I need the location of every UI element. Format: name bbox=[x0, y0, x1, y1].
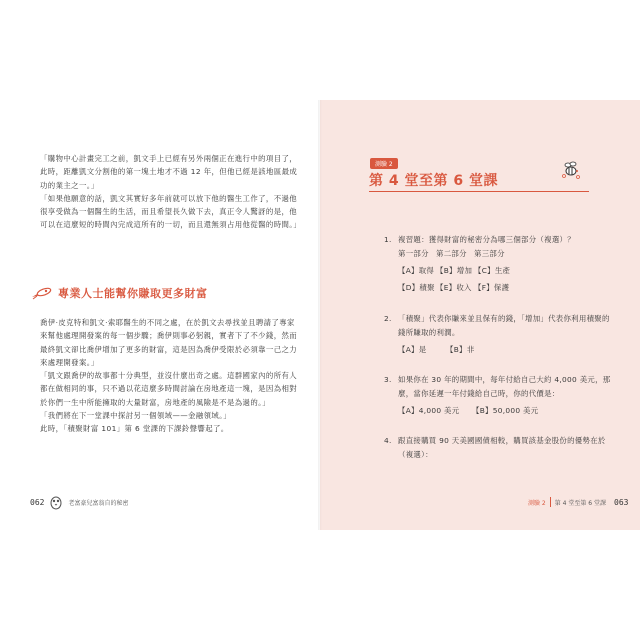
left-footer bbox=[30, 494, 128, 510]
question-text: 如果你在 30 年的期間中，每年付給自己大約 4,000 美元，那麼，當你延遲一年付錢給自己時，你的代價是： bbox=[398, 375, 611, 398]
page-number: 062 bbox=[30, 497, 45, 507]
option: 【E】收入 bbox=[436, 283, 472, 292]
book-gutter bbox=[318, 100, 322, 530]
footer-divider bbox=[550, 497, 551, 507]
title-underline bbox=[369, 191, 589, 192]
left-text-block-1 bbox=[40, 152, 302, 232]
question-1 bbox=[384, 233, 614, 295]
question-4 bbox=[384, 434, 612, 462]
quiz-title: 第 4 堂至第 6 堂課 bbox=[369, 173, 498, 189]
option: 【C】生產 bbox=[474, 266, 511, 275]
footer-chapter: 第 4 堂至第 6 堂課 bbox=[554, 499, 606, 507]
question-text: 複習題：獲得財富的秘密分為哪三個部分（複選）？ bbox=[398, 235, 575, 244]
left-text-block-2 bbox=[40, 316, 298, 436]
option: 【B】50,000 美元 bbox=[472, 406, 539, 415]
option: 【B】非 bbox=[446, 345, 475, 354]
rocket-icon bbox=[30, 286, 52, 300]
paragraph: 「購物中心計畫完工之前，凱文手上已經有另外兩個正在進行中的項目了，此時，距離凱文分割他的第一塊土地才不過 12 年，但他已經是該地區最成功的業主之一。」 bbox=[40, 154, 298, 190]
question-3 bbox=[384, 373, 612, 418]
question-number: 2. bbox=[384, 314, 392, 323]
question-number: 1. bbox=[384, 235, 392, 244]
question-text: 跟直接購買 90 天美國國債相較，購買該基金股份的優勢在於（複選）： bbox=[398, 436, 606, 459]
bee-icon bbox=[560, 160, 582, 180]
option: 第一部分 bbox=[398, 249, 429, 258]
option: 【A】是 bbox=[398, 345, 427, 354]
paragraph: 「如果他願意的話，凱文其實好多年前就可以放下他的醫生工作了，不過他很享受做為一個醫生的生活，而且希望長久做下去，真正令人驚訝的是，他可以在這麼短的時間內完成這所有的一切，而且還無須占用他從醫的時間。」 bbox=[40, 193, 302, 230]
paragraph: 喬伊‧皮克特和凱文‧索耶醫生的不同之處，在於凱文去尋找並且聘請了專家來幫他處理開發案的每一個步驟；喬伊則事必躬親，實者下了不少錢，然而最終凱文卻比喬伊增加了更多的財富，這是因為喬伊受限於必須靠一己之力來處理開發案。」 bbox=[40, 318, 298, 367]
option: 【A】4,000 美元 bbox=[398, 406, 460, 415]
question-number: 4. bbox=[384, 436, 392, 445]
option: 【F】保護 bbox=[474, 283, 510, 292]
option: 第三部分 bbox=[474, 249, 505, 258]
footer-quiz-tag: 測驗 2 bbox=[528, 499, 546, 507]
paragraph: 「凱文跟喬伊的故事都十分典型，並沒什麼出奇之處。這群國家內的所有人都在做相同的事，只不過以花這麼多時間討論在房地產這一塊，是因為相對於你們一生中所能擁取的大量財富，房地產的風險是不是為過的。」 bbox=[40, 371, 298, 407]
section-heading-text: 專業人士能幫你賺取更多財富 bbox=[58, 287, 208, 300]
option: 【B】增加 bbox=[436, 266, 473, 275]
quiz-tag: 測驗 2 bbox=[370, 158, 398, 169]
right-footer bbox=[528, 494, 628, 510]
paragraph: 此時，「積聚財富 101」第 6 堂課的下課鈴聲響起了。 bbox=[40, 424, 229, 434]
owl-icon bbox=[48, 494, 64, 510]
section-heading bbox=[30, 284, 208, 302]
page-number: 063 bbox=[614, 497, 629, 507]
question-text: 「積聚」代表你賺來並且保有的錢，「增加」代表你利用積聚的錢所賺取的利潤。 bbox=[398, 314, 610, 337]
book-title: 老富豪兒富翁自的秘密 bbox=[68, 499, 129, 507]
question-2 bbox=[384, 312, 612, 357]
question-number: 3. bbox=[384, 375, 392, 384]
paragraph: 「我們將在下一堂課中探討另一個領域——金融領域。」 bbox=[40, 411, 232, 421]
option: 【D】積聚 bbox=[398, 283, 435, 292]
option: 【A】取得 bbox=[398, 266, 435, 275]
option: 第二部分 bbox=[436, 249, 467, 258]
